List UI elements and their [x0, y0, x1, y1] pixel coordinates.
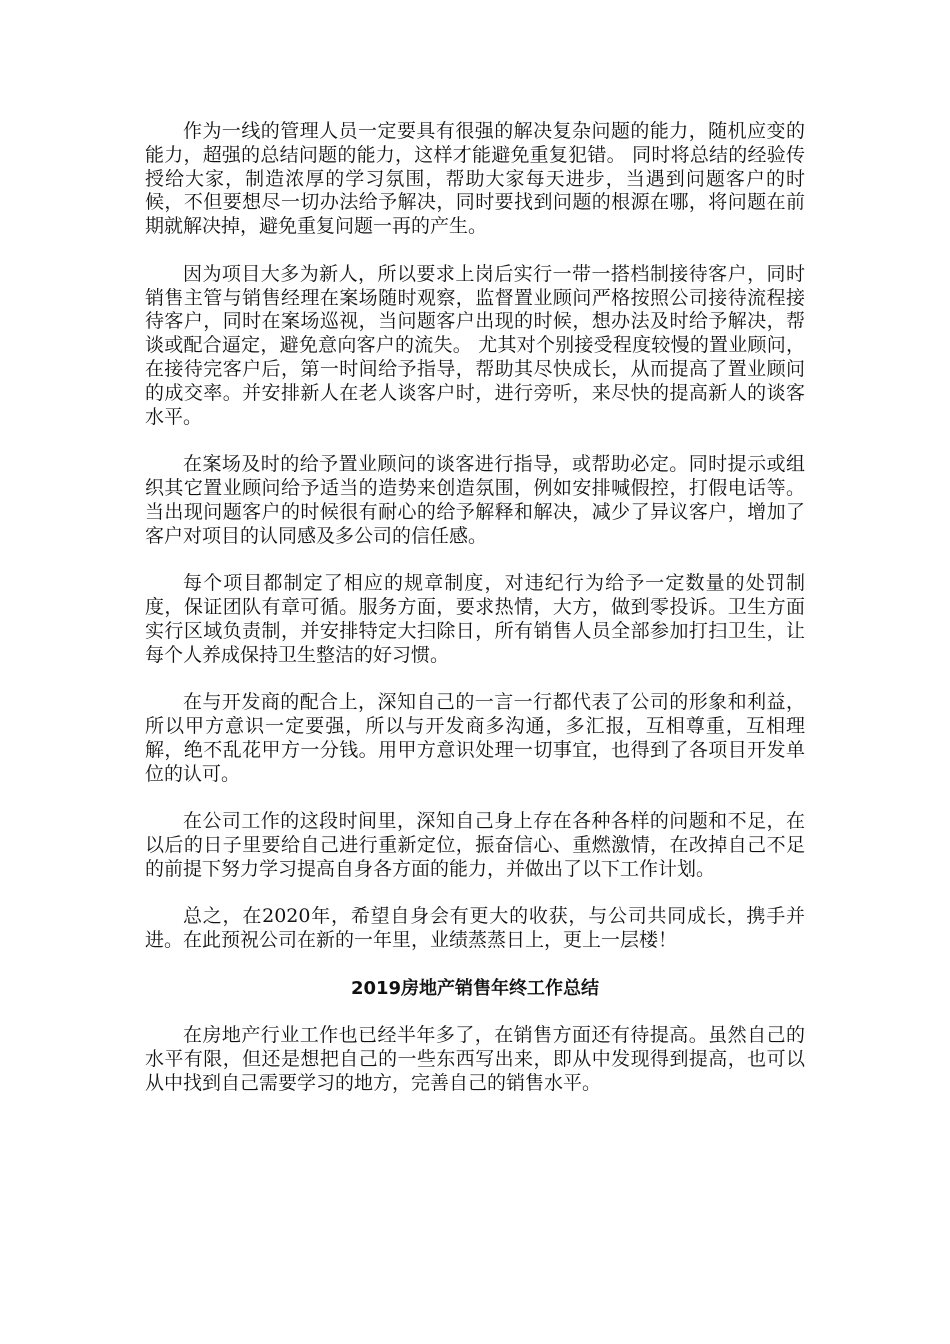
section-heading: 2019房地产销售年终工作总结 [350, 977, 600, 999]
paragraph-rules-and-service: 每个项目都制定了相应的规章制度，对违纪行为给予一定数量的处罚制度，保证团队有章可循。服务方面，要求热情，大方，做到零投诉。卫生方面实行区域负责制，并安排特定大扫除日，所有销售人员全部参加打扫卫生，让每个人养成保持卫生整洁的好习惯。 [145, 572, 805, 666]
paragraph-section-intro: 在房地产行业工作也已经半年多了，在销售方面还有待提高。虽然自己的水平有限，但还是想把自己的一些东西写出来，即从中发现得到提高，也可以从中找到自己需要学习的地方，完善自己的销售水平。 [145, 1024, 805, 1094]
paragraph-management-ability: 作为一线的管理人员一定要具有很强的解决复杂问题的能力，随机应变的能力，超强的总结问题的能力，这样才能避免重复犯错。 同时将总结的经验传授给大家，制造浓厚的学习氛围，帮助大家每天进步，当遇到问题客户的时候，不但要想尽一切办法给予解决，同时要找到问题的根源在哪，将问题在前期就解决掉，避免重复问题一再的产生。 [145, 120, 805, 238]
paragraph-self-reflection: 在公司工作的这段时间里，深知自己身上存在各种各样的问题和不足，在以后的日子里要给自己进行重新定位，振奋信心、重燃激情，在改掉自己不足的前提下努力学习提高自身各方面的能力，并做出了以下工作计划。 [145, 810, 805, 880]
paragraph-developer-cooperation: 在与开发商的配合上，深知自己的一言一行都代表了公司的形象和利益，所以甲方意识一定要强，所以与开发商多沟通，多汇报，互相尊重，互相理解，绝不乱花甲方一分钱。用甲方意识处理一切事宜，也得到了各项目开发单位的认可。 [145, 691, 805, 785]
paragraph-onsite-guidance: 在案场及时的给予置业顾问的谈客进行指导，或帮助必定。同时提示或组织其它置业顾问给予适当的造势来创造氛围，例如安排喊假控，打假电话等。当出现问题客户的时候很有耐心的给予解释和解决，减少了异议客户，增加了客户对项目的认同感及多公司的信任感。 [145, 453, 805, 547]
document-page [145, 120, 805, 1119]
paragraph-conclusion: 总之，在2020年，希望自身会有更大的收获，与公司共同成长，携手并进。在此预祝公司在新的一年里，业绩蒸蒸日上，更上一层楼！ [145, 905, 805, 952]
paragraph-new-staff-pairing: 因为项目大多为新人，所以要求上岗后实行一带一搭档制接待客户，同时销售主管与销售经理在案场随时观察，监督置业顾问严格按照公司接待流程接待客户，同时在案场巡视，当问题客户出现的时候，想办法及时给予解决，帮谈或配合逼定，避免意向客户的流失。 尤其对个别接受程度较慢的置业顾问，在接待完客户后，第一时间给予指导，帮助其尽快成长，从而提高了置业顾问的成交率。并安排新人在老人谈客户时，进行旁听，来尽快的提高新人的谈客水平。 [145, 262, 805, 428]
